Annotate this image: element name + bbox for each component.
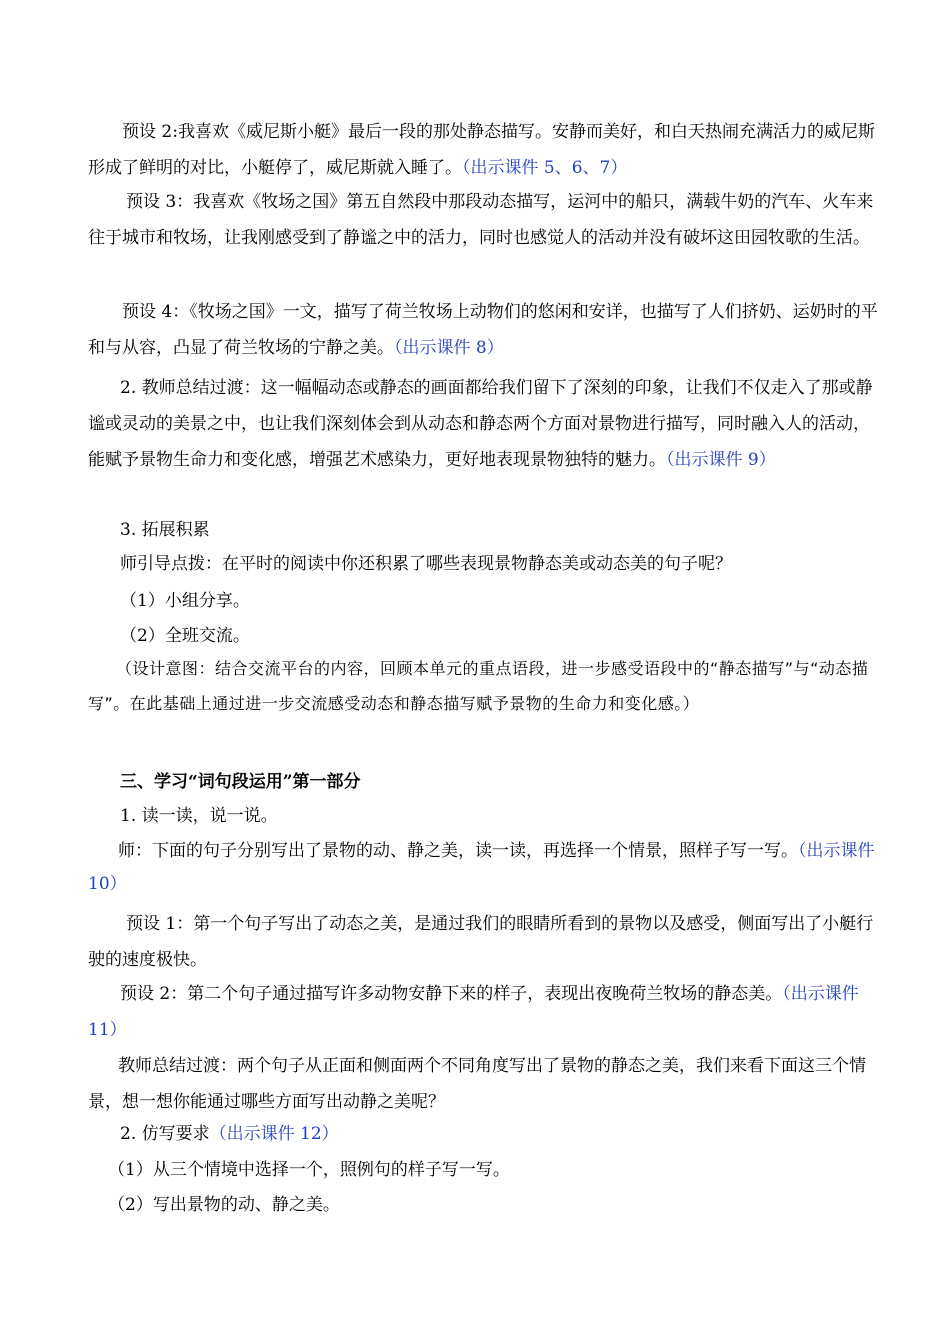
paragraph-text: 预设 4：《牧场之国》一文，描写了荷兰牧场上动物们的悠闲和安详，也描写了人们挤奶、运奶时的平和与从容，凸显了荷兰牧场的宁静之美。 (88, 302, 878, 358)
paragraph-teacher-guidance (88, 548, 878, 581)
paragraph-text: （2）写出景物的动、静之美。 (108, 1195, 340, 1215)
paragraph-text: 预设 2：第二个句子通过描写许多动物安静下来的样子，表现出夜晚荷兰牧场的静态美。 (120, 984, 783, 1004)
paragraph-text: 预设 3：我喜欢《牧场之国》第五自然段中那段动态描写，运河中的船只，满载牛奶的汽车、火车来往于城市和牧场，让我刚感受到了静谧之中的活力，同时也感觉人的活动并没有破坏这田园牧歌的生活。 (88, 192, 874, 248)
paragraph-text: 预设 2:我喜欢《威尼斯小艇》最后一段的那处静态描写。安静而美好，和白天热闹充满活力的威尼斯形成了鲜明的对比，小艇停了，威尼斯就入睡了。 (88, 122, 875, 178)
courseware-ref: （出示课件 8） (394, 338, 504, 358)
paragraph-text: 三、学习“词句段运用”第一部分 (120, 772, 361, 792)
paragraph-text: 教师总结过渡：两个句子从正面和侧面两个不同角度写出了景物的静态之美，我们来看下面这三个情景，想一想你能通过哪些方面写出动静之美呢？ (88, 1056, 866, 1112)
courseware-ref: （出示课件 9） (666, 450, 776, 470)
paragraph-preset-1b (88, 906, 878, 978)
courseware-ref: （出示课件 11） (88, 984, 859, 1040)
paragraph-text: 2. 教师总结过渡：这一幅幅动态或静态的画面都给我们留下了深刻的印象，让我们不仅走入了那或静谧或灵动的美景之中，也让我们深刻体会到从动态和静态两个方面对景物进行描写，同时融入人的活动，能赋予景物生命力和变化感，增强艺术感染力，更好地表现景物独特的魅力。 (88, 378, 873, 470)
paragraph-preset-2b (88, 976, 878, 1048)
paragraph-text: 预设 1：第一个句子写出了动态之美，是通过我们的眼睛所看到的景物以及感受，侧面写出了小艇行驶的速度极快。 (88, 914, 874, 970)
section-imitation-requirements (88, 1118, 878, 1151)
paragraph-teacher-summary-2 (88, 1048, 878, 1120)
courseware-ref: （出示课件 5、6、7） (462, 158, 628, 178)
list-item-write-beauty (88, 1189, 878, 1222)
courseware-ref: （出示课件 10） (88, 841, 875, 894)
paragraph-text: 2. 仿写要求 (120, 1124, 210, 1144)
paragraph-text: （1）小组分享。 (120, 591, 250, 611)
paragraph-text: （设计意图：结合交流平台的内容，回顾本单元的重点语段，进一步感受语段中的“静态描写”与“动态描写”。在此基础上通过进一步交流感受动态和静态描写赋予景物的生命力和变化感。） (88, 659, 869, 713)
paragraph-text: 1. 读一读，说一说。 (120, 806, 278, 826)
paragraph-text: （2）全班交流。 (120, 626, 250, 646)
paragraph-text: 3. 拓展积累 (120, 520, 210, 540)
section-heading-word-sentence (88, 766, 878, 799)
list-item-class-exchange (88, 620, 878, 653)
paragraph-text: 师：下面的句子分别写出了景物的动、静之美，读一读，再选择一个情景，照样子写一写。 (118, 841, 798, 861)
paragraph-text: 师引导点拨：在平时的阅读中你还积累了哪些表现景物静态美或动态美的句子呢？ (120, 554, 732, 574)
list-item-group-share (88, 585, 878, 618)
paragraph-text: （1）从三个情境中选择一个，照例句的样子写一写。 (108, 1160, 510, 1180)
paragraph-preset-2 (88, 114, 878, 186)
paragraph-preset-3 (88, 184, 878, 256)
paragraph-teacher-summary-1 (88, 370, 878, 478)
section-read-say (88, 800, 878, 833)
courseware-ref: （出示课件 12） (209, 1124, 339, 1144)
paragraph-teacher-instruction (88, 835, 878, 901)
list-item-choose-situation (88, 1154, 878, 1187)
paragraph-preset-4 (88, 294, 878, 366)
section-expand-accumulate (88, 514, 878, 547)
design-intent-note (88, 651, 878, 721)
